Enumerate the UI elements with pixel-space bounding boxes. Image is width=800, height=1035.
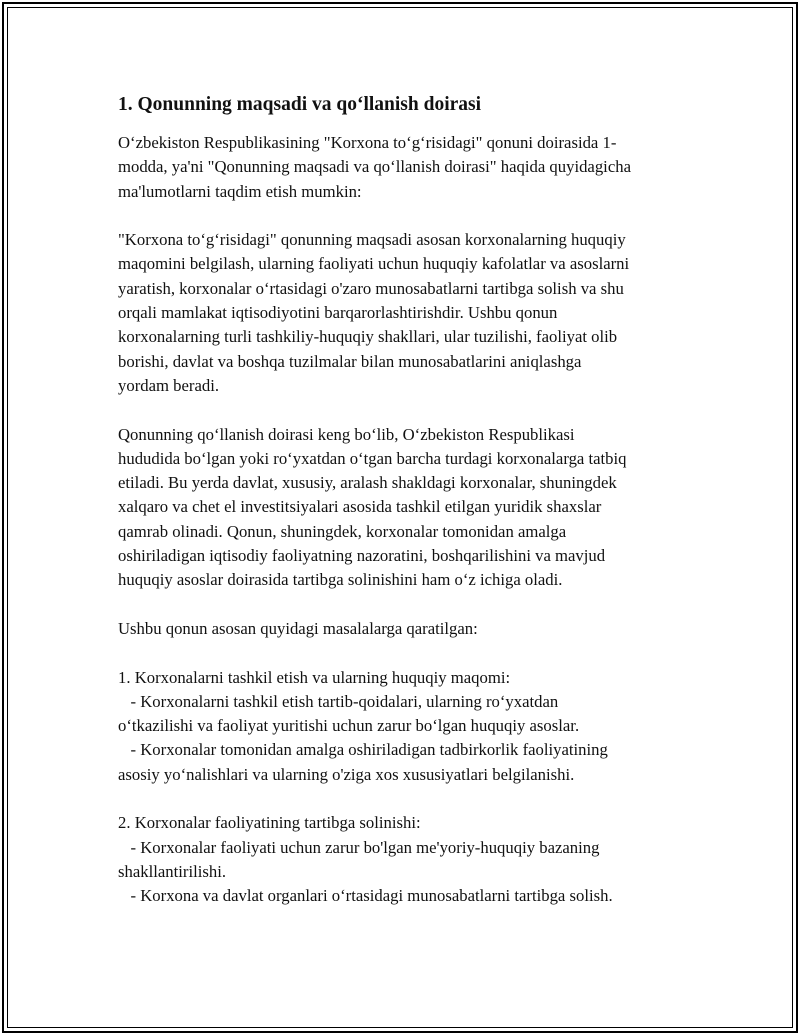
text-line: oshiriladigan iqtisodiy faoliyatning nazoratini, boshqarilishini va mavjud: [118, 546, 606, 566]
text-line: qamrab olinadi. Qonun, shuningdek, korxonalar tomonidan amalga: [118, 521, 567, 541]
paragraph-scope: [118, 423, 688, 593]
section-heading: 1. Qonunning maqsadi va qo‘llanish doirasi: [118, 94, 482, 115]
text-line: ma'lumotlarni taqdim etish mumkin:: [118, 181, 362, 201]
paragraph-issues-intro: [118, 617, 688, 641]
list-item-2: [118, 811, 688, 908]
text-line: hududida bo‘lgan yoki ro‘yxatdan o‘tgan barcha turdagi korxonalarga tatbiq: [118, 448, 627, 468]
text-line: - Korxonalar faoliyati uchun zarur bo'lgan me'yoriy-huquqiy bazaning: [118, 837, 600, 857]
text-line: Ushbu qonun asosan quyidagi masalalarga qaratilgan:: [118, 618, 478, 638]
text-line: o‘tkazilishi va faoliyat yuritishi uchun zarur bo‘lgan huquqiy asoslar.: [118, 716, 580, 736]
document-body: [118, 92, 688, 933]
text-line: maqomini belgilash, ularning faoliyati uchun huquqiy kafolatlar va asoslarni: [118, 254, 630, 274]
list-item-1: [118, 666, 688, 787]
text-line: - Korxonalar tomonidan amalga oshiriladigan tadbirkorlik faoliyatining: [118, 740, 608, 760]
text-line: shakllantirilishi.: [118, 861, 226, 881]
text-line: - Korxona va davlat organlari o‘rtasidagi munosabatlarni tartibga solish.: [118, 886, 613, 906]
text-line: yaratish, korxonalar o‘rtasidagi o'zaro munosabatlarni tartibga solish va shu: [118, 278, 624, 298]
text-line: yordam beradi.: [118, 375, 220, 395]
paragraph-purpose: [118, 228, 688, 398]
text-line: xalqaro va chet el investitsiyalari asosida tashkil etilgan yuridik shaxslar: [118, 497, 602, 517]
text-line: asosiy yo‘nalishlari va ularning o'ziga xos xususiyatlari belgilanishi.: [118, 764, 575, 784]
text-line: huquqiy asoslar doirasida tartibga solinishini ham o‘z ichiga oladi.: [118, 570, 563, 590]
text-line: orqali mamlakat iqtisodiyotini barqarorlashtirishdir. Ushbu qonun: [118, 303, 558, 323]
text-line: modda, ya'ni "Qonunning maqsadi va qo‘llanish doirasi" haqida quyidagicha: [118, 157, 631, 177]
text-line: "Korxona to‘g‘risidagi" qonunning maqsadi asosan korxonalarning huquqiy: [118, 230, 626, 250]
text-line: O‘zbekiston Respublikasining "Korxona to‘g‘risidagi" qonuni doirasida 1-: [118, 133, 617, 152]
text-line: 2. Korxonalar faoliyatining tartibga solinishi:: [118, 813, 421, 833]
text-line: Qonunning qo‘llanish doirasi keng bo‘lib, O‘zbekiston Respublikasi: [118, 424, 575, 444]
text-line: etiladi. Bu yerda davlat, xususiy, aralash shakldagi korxonalar, shuningdek: [118, 473, 617, 493]
text-line: korxonalarning turli tashkiliy-huquqiy shakllari, ular tuzilishi, faoliyat olib: [118, 327, 618, 347]
paragraph-intro: [118, 131, 688, 204]
text-line: 1. Korxonalarni tashkil etish va ularning huquqiy maqomi:: [118, 667, 511, 687]
text-line: - Korxonalarni tashkil etish tartib-qoidalari, ularning ro‘yxatdan: [118, 691, 559, 711]
text-line: borishi, davlat va boshqa tuzilmalar bilan munosabatlarini aniqlashga: [118, 351, 582, 371]
